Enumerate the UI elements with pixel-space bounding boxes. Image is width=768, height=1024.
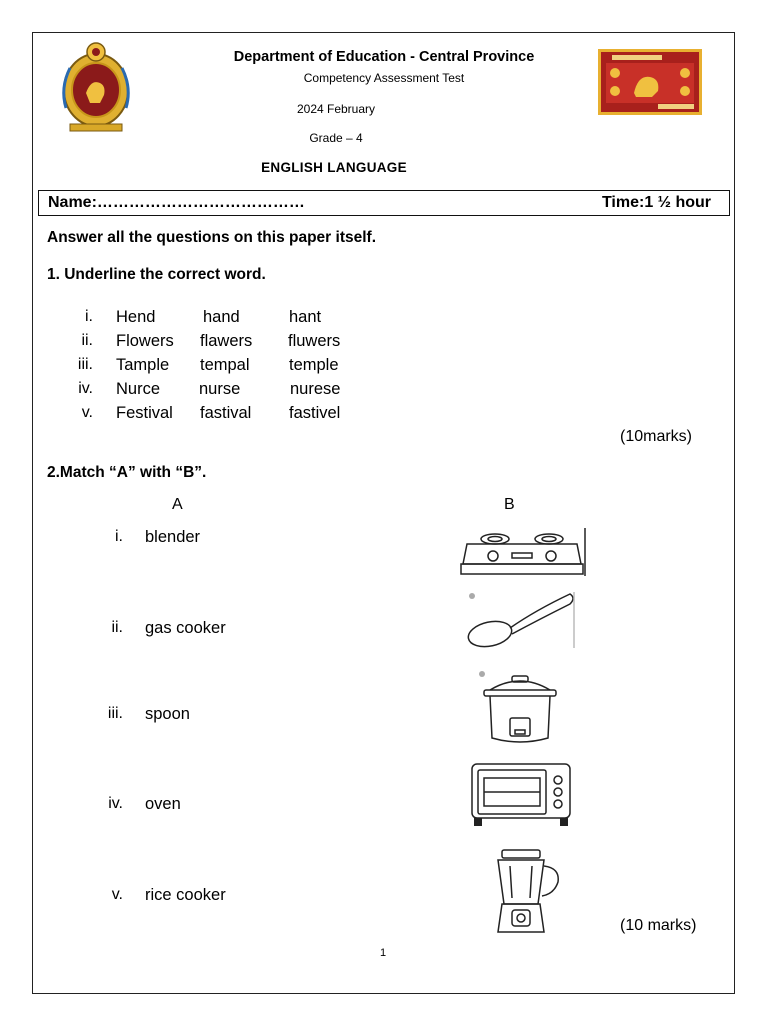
rice-cooker-icon xyxy=(478,668,564,748)
q1-word-option[interactable]: Hend xyxy=(116,308,156,326)
q2-marks: (10 marks) xyxy=(620,917,697,934)
q2-item-word: spoon xyxy=(145,705,190,723)
q2-item-word: rice cooker xyxy=(145,886,226,904)
name-time-box xyxy=(38,190,730,216)
q1-word-option[interactable]: fastival xyxy=(200,404,252,422)
instruction-text: Answer all the questions on this paper itself. xyxy=(47,229,377,246)
q1-word-option[interactable]: temple xyxy=(289,356,339,374)
q1-word-option[interactable]: fluwers xyxy=(288,332,341,350)
q1-title: 1. Underline the correct word. xyxy=(47,266,266,283)
grade-label: Grade – 4 xyxy=(309,131,363,145)
q2-title: 2.Match “A” with “B”. xyxy=(47,464,207,481)
column-b-heading: B xyxy=(504,496,515,513)
q2-item-number: iv. xyxy=(108,795,123,812)
q1-row-number: iii. xyxy=(77,356,93,373)
q2-item-number: i. xyxy=(115,528,123,545)
test-date: 2024 February xyxy=(296,102,376,116)
q1-row-number: iv. xyxy=(78,380,93,397)
q2-item-word: oven xyxy=(145,795,181,813)
q1-row-number: ii. xyxy=(81,332,93,349)
column-a-heading: A xyxy=(172,496,183,513)
department-title: Department of Education - Central Province xyxy=(233,49,535,65)
q1-marks: (10marks) xyxy=(620,428,693,445)
q1-word-option[interactable]: Flowers xyxy=(116,332,174,350)
q1-word-option[interactable]: flawers xyxy=(200,332,253,350)
subject-title: ENGLISH LANGUAGE xyxy=(261,160,407,175)
q2-item-word: blender xyxy=(145,528,201,546)
q2-item-number: v. xyxy=(111,886,123,903)
q1-word-option[interactable]: hand xyxy=(203,308,240,326)
q1-row-number: i. xyxy=(85,308,93,325)
q2-item-number: ii. xyxy=(111,619,123,636)
q1-word-option[interactable]: nurese xyxy=(290,380,341,398)
q1-word-option[interactable]: nurse xyxy=(199,380,241,398)
q1-word-option[interactable]: fastivel xyxy=(289,404,341,422)
page-number: 1 xyxy=(380,947,387,959)
q1-row-number: v. xyxy=(81,404,93,421)
q1-word-option[interactable]: Festival xyxy=(116,404,173,422)
name-field[interactable]: Name:………………………………… xyxy=(48,194,305,211)
q1-word-option[interactable]: Tample xyxy=(116,356,170,374)
blender-icon xyxy=(488,848,564,936)
q1-word-option[interactable]: hant xyxy=(289,308,322,326)
q1-word-option[interactable]: tempal xyxy=(200,356,250,374)
time-label: Time:1 ½ hour xyxy=(601,194,711,211)
q2-item-word: gas cooker xyxy=(145,619,226,637)
gas-cooker-icon xyxy=(457,526,587,578)
spoon-icon xyxy=(466,590,578,650)
q2-item-number: iii. xyxy=(107,705,123,722)
test-name: Competency Assessment Test xyxy=(303,71,465,85)
page-border xyxy=(32,32,735,994)
oven-icon xyxy=(470,762,574,828)
q1-word-option[interactable]: Nurce xyxy=(116,380,161,398)
